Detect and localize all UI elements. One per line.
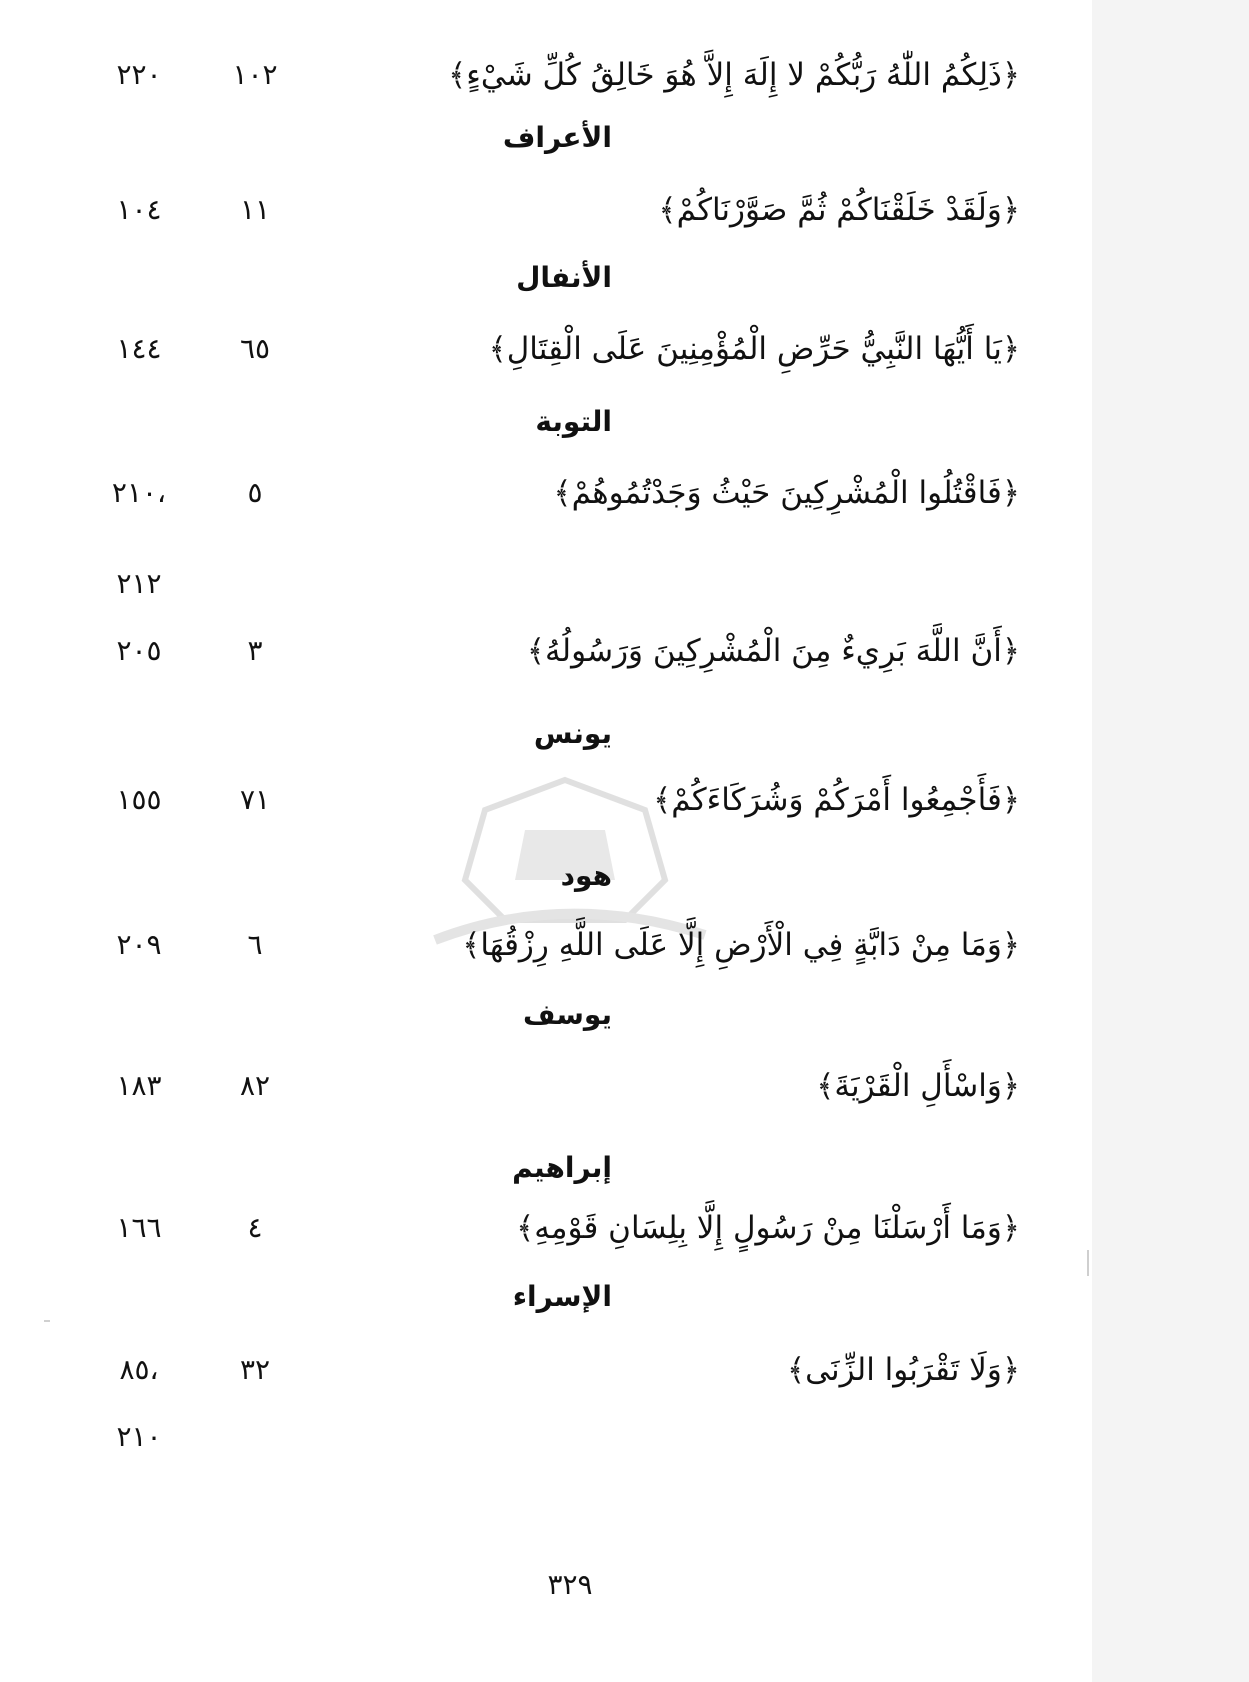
surah-heading-row [0,118,1092,158]
surah-heading: يونس [533,717,612,750]
scan-mark [1087,1250,1089,1276]
surah-heading: يوسف [523,998,612,1031]
scan-speck [44,1320,50,1322]
page-continuation-row [0,564,1092,604]
page-reference: ١٤٤ [116,332,162,365]
surah-heading-row [0,1277,1092,1317]
ayah-number: ٣ [247,634,263,667]
page-reference: ٢١٠ [116,1420,162,1453]
page-reference: ٨٥، [119,1353,159,1386]
verse-text: ﴿وَاسْأَلِ الْقَرْيَةَ﴾ [816,1068,1020,1104]
surah-heading: الأعراف [502,121,612,154]
page-reference: ٢٢٠ [116,58,162,91]
verse-text: ﴿فَاقْتُلُوا الْمُشْرِكِينَ حَيْثُ وَجَدْتُمُوهُمْ﴾ [553,475,1020,511]
surah-heading: إبراهيم [512,1151,612,1184]
verse-text: ﴿فَأَجْمِعُوا أَمْرَكُمْ وَشُرَكَاءَكُمْ﴾ [653,782,1020,818]
verse-entry [0,55,1092,95]
verse-entry [0,190,1092,230]
verse-entry [0,473,1092,513]
ayah-number: ١٠٢ [232,58,278,91]
verse-entry [0,1208,1092,1248]
verse-entry [0,1066,1092,1106]
verse-text: ﴿يَا أَيُّهَا النَّبِيُّ حَرِّضِ الْمُؤْمِنِينَ عَلَى الْقِتَالِ﴾ [488,331,1020,367]
page-reference: ١٦٦ [116,1211,162,1244]
ayah-number: ١١ [239,193,271,226]
ayah-number: ٦ [247,928,263,961]
page-continuation-row [0,1417,1092,1457]
page-reference: ٢١٠، [111,476,167,509]
page-reference: ١٨٣ [116,1069,162,1102]
surah-heading: التوبة [535,405,612,438]
surah-heading-row [0,856,1092,896]
page-reference: ١٠٤ [116,193,162,226]
surah-heading-row [0,402,1092,442]
surah-heading: هود [560,859,612,892]
surah-heading: الأنفال [516,261,612,294]
surah-heading-row [0,995,1092,1035]
verse-text: ﴿وَلَا تَقْرَبُوا الزِّنَى﴾ [787,1352,1020,1388]
surah-heading: الإسراء [512,1280,612,1313]
page-reference: ٢١٢ [116,567,162,600]
verse-text: ﴿ذَلِكُمُ اللّٰهُ رَبُّكُمْ لا إِلَهَ إِلاَّ هُوَ خَالِقُ كُلِّ شَيْءٍ﴾ [448,57,1020,93]
verse-entry [0,780,1092,820]
verse-entry [0,1350,1092,1390]
verse-entry [0,925,1092,965]
verse-text: ﴿أَنَّ اللَّهَ بَرِيءٌ مِنَ الْمُشْرِكِينَ وَرَسُولُهُ﴾ [526,633,1020,669]
verse-entry [0,631,1092,671]
ayah-number: ٣٢ [239,1353,271,1386]
page-number: ٣٢٩ [547,1568,593,1601]
surah-heading-row [0,258,1092,298]
scan-margin [1092,0,1249,1682]
ayah-number: ٤ [247,1211,263,1244]
page-reference: ١٥٥ [116,783,162,816]
ayah-number: ٧١ [239,783,271,816]
verse-text: ﴿وَلَقَدْ خَلَقْنَاكُمْ ثُمَّ صَوَّرْنَاكُمْ﴾ [658,192,1020,228]
ayah-number: ٦٥ [239,332,271,365]
page-reference: ٢٠٩ [116,928,162,961]
ayah-number: ٥ [247,476,263,509]
ayah-number: ٨٢ [239,1069,271,1102]
verse-text: ﴿وَمَا مِنْ دَابَّةٍ فِي الْأَرْضِ إِلَّا عَلَى اللَّهِ رِزْقُهَا﴾ [462,927,1020,963]
surah-heading-row [0,714,1092,754]
page-reference: ٢٠٥ [116,634,162,667]
surah-heading-row [0,1148,1092,1188]
verse-text: ﴿وَمَا أَرْسَلْنَا مِنْ رَسُولٍ إِلَّا بِلِسَانِ قَوْمِهِ﴾ [516,1210,1020,1246]
verse-entry [0,329,1092,369]
